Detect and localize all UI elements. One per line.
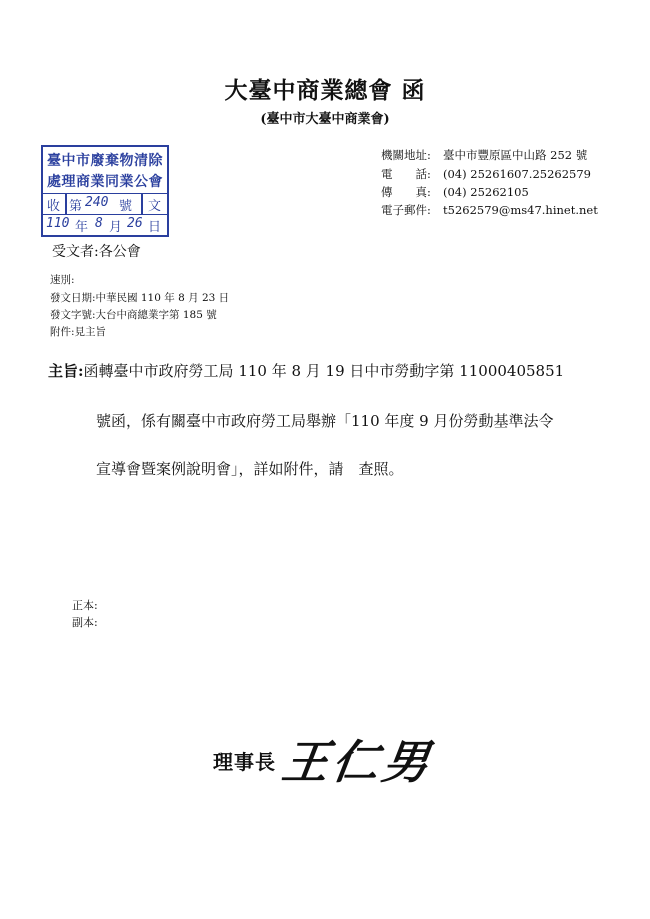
subject-head: 主旨: bbox=[48, 362, 84, 380]
stamp-day: 26 bbox=[127, 216, 143, 231]
contact-address: 機關地址: 臺中市豐原區中山路 252 號 bbox=[381, 148, 588, 162]
stamp-month: 8 bbox=[95, 216, 103, 231]
stamp-received: 收 bbox=[47, 199, 61, 214]
subject-line-3: 宣導會暨案例說明會」，詳如附件，請 查照。 bbox=[96, 460, 404, 478]
stamp-date-row bbox=[43, 215, 167, 235]
contact-fax: 傳 真: (04) 25262105 bbox=[381, 185, 529, 199]
copy-original: 正本: bbox=[72, 599, 98, 612]
stamp-di: 第 bbox=[69, 199, 83, 214]
stamp-wen: 文 bbox=[148, 199, 162, 214]
document-title: 大臺中商業總會 函 bbox=[224, 77, 426, 104]
stamp-nian: 年 bbox=[75, 220, 89, 235]
stamp-year: 110 bbox=[46, 216, 70, 231]
subject-line-2: 號函，係有關臺中市政府勞工局舉辦「110 年度 9 月份勞動基準法令 bbox=[96, 412, 554, 430]
receipt-stamp bbox=[41, 145, 169, 237]
stamp-number-row bbox=[43, 194, 167, 215]
stamp-line-2: 處理商業同業公會 bbox=[47, 174, 163, 190]
signature-label: 理事長 bbox=[213, 750, 276, 774]
stamp-yue: 月 bbox=[109, 220, 123, 235]
meta-speed: 速別: bbox=[50, 274, 75, 286]
meta-attachment: 附件:見主旨 bbox=[50, 326, 107, 338]
stamp-ri: 日 bbox=[148, 220, 162, 235]
contact-phone: 電 話: (04) 25261607.25262579 bbox=[381, 167, 591, 181]
stamp-header bbox=[43, 147, 167, 194]
signature-name: 王仁男 bbox=[278, 735, 437, 789]
stamp-number: 240 bbox=[85, 195, 109, 210]
recipient: 受文者:各公會 bbox=[52, 244, 141, 260]
stamp-hao: 號 bbox=[119, 199, 133, 214]
meta-ref: 發文字號:大台中商總業字第 185 號 bbox=[50, 309, 217, 321]
stamp-line-1: 臺中市廢棄物清除 bbox=[47, 153, 163, 169]
subject-line-1: 主旨:函轉臺中市政府勞工局 110 年 8 月 19 日中市勞動字第 11000405851 bbox=[48, 362, 565, 380]
document-subtitle: (臺中市大臺中商業會) bbox=[260, 112, 390, 127]
meta-date: 發文日期:中華民國 110 年 8 月 23 日 bbox=[50, 292, 230, 304]
contact-email: 電子郵件: t5262579@ms47.hinet.net bbox=[381, 203, 598, 217]
copy-duplicate: 副本: bbox=[72, 616, 98, 629]
signature-block bbox=[213, 728, 473, 788]
